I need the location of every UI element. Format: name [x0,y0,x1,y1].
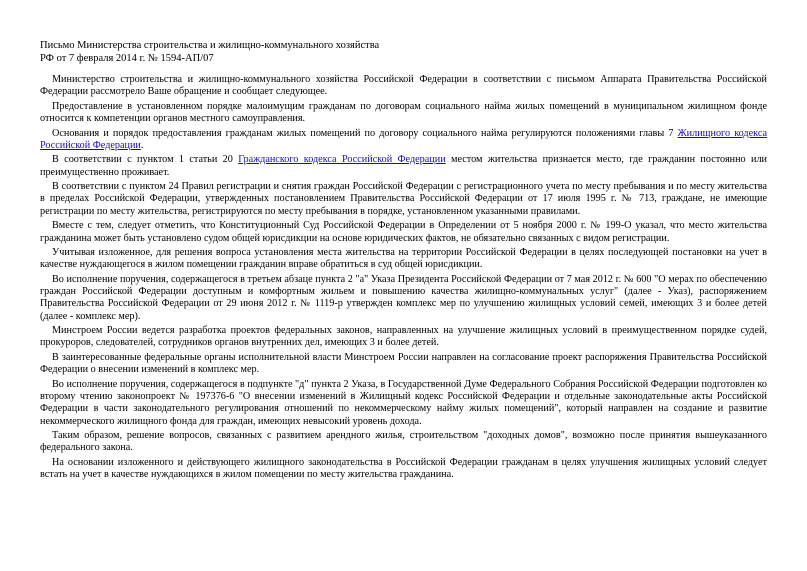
paragraph-text: В соответствии с пунктом 24 Правил регистрации и снятия граждан Российской Федерации с регистрационного учета по месту пребывания и по месту жительства в пределах Российской Федерации, утвержденных постановлением Правительства Российской Федерации от 17 июля 1995 г. № 713, граждане, не имеющие регистрации по месту жительства, регистрируются по месту пребывания в порядке, установленном указанными правилами. [40,181,767,217]
document-body [40,74,767,481]
paragraph-text: Учитывая изложенное, для решения вопроса установления места жительства на территории Российской Федерации в целях последующей постановки на учет в качестве нуждающегося в жилом помещении гражданин вправе обратиться в суд общей юрисдикции. [40,246,767,271]
paragraph-text: . [140,139,144,151]
paragraph-text: Минстроем России ведется разработка проектов федеральных законов, направленных на улучшение жилищных условий в преимущественном порядке судей, прокуроров, следователей, сотрудников органов внутренних дел, имеющих 3 и более детей. [40,325,767,349]
paragraph-text: Вместе с тем, следует отметить, что Конституционный Суд Российской Федерации в Определении от 5 ноября 2000 г. № 199-О указал, что место жительства гражданина может быть установлено судом общей юрисдикции на основе юридических фактов, не обязательно связанных с видом регистрации. [40,220,767,244]
document-paragraph [40,101,767,126]
paragraph-text: В соответствии с пунктом 1 статьи 20 [52,154,239,166]
document-paragraph [40,430,767,455]
paragraph-text: Министерство строительства и жилищно-коммунального хозяйства Российской Федерации в соответствии с письмом Аппарата Правительства Российской Федерации рассмотрело Ваше обращение и сообщает следующее. [40,74,767,98]
document-title: Письмо Министерства строительства и жилищно-коммунального хозяйства РФ от 7 февраля 2014 г. № 1594-АП/07 [40,40,380,64]
document-paragraph [40,274,767,323]
document-paragraph [40,74,767,99]
document-paragraph [40,352,767,377]
paragraph-text: На основании изложенного и действующего жилищного законодательства в Российской Федерации гражданам в целях улучшения жилищных условий следует встать на учет в качестве нуждающихся в жилом помещении по месту жительства гражданина. [40,456,767,481]
document-paragraph [40,128,767,153]
document-paragraph [40,181,767,218]
paragraph-text: местом жительства признается место, где гражданин постоянно или преимущественно проживает. [40,154,767,178]
document-paragraph [40,154,767,179]
paragraph-link[interactable]: Жилищного кодекса Российской Федерации [40,127,767,151]
document-paragraph [40,457,767,482]
document-paragraph [40,220,767,245]
document-paragraph [40,247,767,272]
paragraph-text: Основания и порядок предоставления гражданам жилых помещений по договору социального найма регулируются положениями главы 7 [52,127,678,139]
document-paragraph [40,379,767,428]
document-paragraph [40,325,767,350]
paragraph-link[interactable]: Гражданского кодекса Российской Федерации [238,154,446,166]
paragraph-text: Во исполнение поручения, содержащегося в подпункте "д" пункта 2 Указа, в Государственной Думе Федерального Собрания Российской Федерации подготовлен ко второму чтению законопроект № 197376-6 "О внесении изменений в Жилищный кодекс Российской Федерации и отдельные законодательные акты Российской Федерации в части законодательного регулирования отношений по некоммерческому найму жилых помещений", который направлен на создание и развитие некоммерческого жилищного фонда для граждан, имеющих невысокий уровень дохода. [40,378,767,427]
paragraph-text: Таким образом, решение вопросов, связанных с развитием арендного жилья, строительством "доходных домов", возможно после принятия вышеуказанного федерального закона. [40,430,767,454]
paragraph-text: Во исполнение поручения, содержащегося в третьем абзаце пункта 2 "а" Указа Президента Российской Федерации от 7 мая 2012 г. № 600 "О мерах по обеспечению граждан Российской Федерации доступным и комфортным жильем и повышению качества жилищно-коммунальных услуг" (далее - Указ), распоряжением Правительства Российской Федерации от 29 июня 2012 г. № 1119-р утвержден комплекс мер по улучшению жилищных условий семей, имеющих 3 и более детей (далее - комплекс мер). [40,273,767,322]
paragraph-text: Предоставление в установленном порядке малоимущим гражданам по договорам социального найма жилых помещений в муниципальном жилищном фонде относится к компетенции органов местного самоуправления. [40,100,767,125]
paragraph-text: В заинтересованные федеральные органы исполнительной власти Минстроем России направлен на согласование проект распоряжения Правительства Российской Федерации о внесении изменений в комплекс мер. [40,351,767,376]
document-page [40,40,767,484]
